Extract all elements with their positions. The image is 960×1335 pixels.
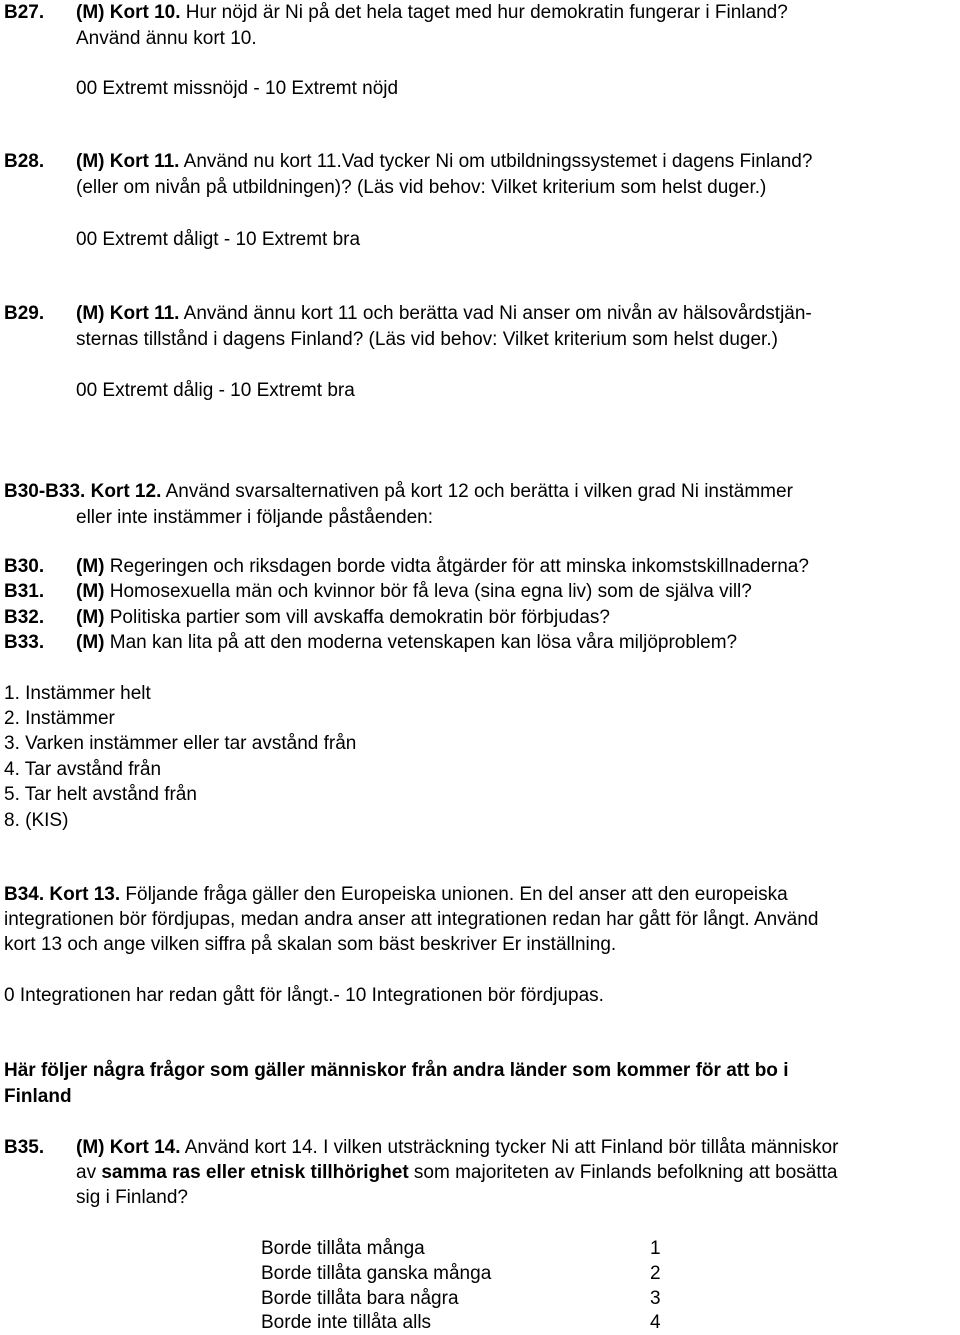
question-id: B30-B33. xyxy=(4,481,86,502)
question-lead: (M) Kort 10. xyxy=(76,2,181,23)
section-heading-line: Här följer några frågor som gäller människor från andra länder som kommer för att bo i xyxy=(4,1060,789,1081)
question-text: B34. Kort 13. Följande fråga gäller den Europeiska unionen. En del anser att den europeiska xyxy=(4,884,788,905)
answer-scale: 0 Integrationen har redan gått för långt.- 10 Integrationen bör fördjupas. xyxy=(4,985,604,1006)
option-code: 3 xyxy=(650,1288,661,1309)
question-id: B29. xyxy=(4,303,45,324)
option-code: 4 xyxy=(650,1312,661,1333)
statement-id: B30. xyxy=(4,556,45,577)
question-id: B28. xyxy=(4,151,45,172)
section-heading-line: Finland xyxy=(4,1086,72,1107)
question-text-line: kort 13 och ange vilken siffra på skalan som bäst beskriver Er inställning. xyxy=(4,934,617,955)
statement-text: (M) Politiska partier som vill avskaffa demokratin bör förbjudas? xyxy=(76,607,610,628)
statement-id: B31. xyxy=(4,581,45,602)
question-text: (M) Kort 14. Använd kort 14. I vilken utsträckning tycker Ni att Finland bör tillåta människor xyxy=(76,1137,839,1158)
question-text: (M) Kort 11. Använd ännu kort 11 och berätta vad Ni anser om nivån av hälsovårdstjän- xyxy=(76,303,812,324)
option-label: Borde tillåta bara några xyxy=(261,1288,459,1309)
question-text-line: eller inte instämmer i följande påståenden: xyxy=(76,507,433,528)
question-id: B35. xyxy=(4,1137,45,1158)
list-item: 2. Instämmer xyxy=(4,708,115,729)
question-text-line: sig i Finland? xyxy=(76,1187,188,1208)
statement-text: (M) Regeringen och riksdagen borde vidta åtgärder för att minska inkomstskillnaderna? xyxy=(76,556,809,577)
option-code: 2 xyxy=(650,1263,661,1284)
option-label: Borde inte tillåta alls xyxy=(261,1312,432,1333)
question-text-line: (eller om nivån på utbildningen)? (Läs vid behov: Vilket kriterium som helst duger.) xyxy=(76,177,767,198)
list-item: 1. Instämmer helt xyxy=(4,683,151,704)
list-item: 4. Tar avstånd från xyxy=(4,759,162,780)
emphasis: samma ras eller etnisk tillhörighet xyxy=(101,1162,409,1183)
option-label: Borde tillåta många xyxy=(261,1238,425,1259)
question-text-line: integrationen bör fördjupas, medan andra anser att integrationen redan har gått för långt. Använd xyxy=(4,909,819,930)
question-text-line: av samma ras eller etnisk tillhörighet som majoriteten av Finlands befolkning att bosätta xyxy=(76,1162,838,1183)
question-text: (M) Kort 11. Använd nu kort 11.Vad tycker Ni om utbildningssystemet i dagens Finland? xyxy=(76,151,813,172)
question-text: (M) Kort 10. Hur nöjd är Ni på det hela taget med hur demokratin fungerar i Finland? xyxy=(76,2,788,23)
statement-id: B33. xyxy=(4,632,45,653)
question-id: B27. xyxy=(4,2,45,23)
answer-scale: 00 Extremt dålig - 10 Extremt bra xyxy=(76,380,355,401)
question-lead: (M) Kort 14. xyxy=(76,1137,181,1158)
answer-scale: 00 Extremt missnöjd - 10 Extremt nöjd xyxy=(76,78,399,99)
list-item: 8. (KIS) xyxy=(4,810,69,831)
answer-scale: 00 Extremt dåligt - 10 Extremt bra xyxy=(76,229,361,250)
list-item: 5. Tar helt avstånd från xyxy=(4,784,197,805)
list-item: 3. Varken instämmer eller tar avstånd från xyxy=(4,733,357,754)
statement-text: (M) Homosexuella män och kvinnor bör få leva (sina egna liv) som de själva vill? xyxy=(76,581,752,602)
question-text: B30-B33. Kort 12. Använd svarsalternativen på kort 12 och berätta i vilken grad Ni instämmer xyxy=(4,481,793,502)
option-code: 1 xyxy=(650,1238,661,1259)
question-lead: (M) Kort 11. xyxy=(76,151,180,172)
question-text-line: Använd ännu kort 10. xyxy=(76,28,257,49)
statement-text: (M) Man kan lita på att den moderna vetenskapen kan lösa våra miljöproblem? xyxy=(76,632,738,653)
question-text-line: sternas tillstånd i dagens Finland? (Läs vid behov: Vilket kriterium som helst duger.) xyxy=(76,329,778,350)
statement-id: B32. xyxy=(4,607,45,628)
option-label: Borde tillåta ganska många xyxy=(261,1263,492,1284)
question-lead: B34. Kort 13. xyxy=(4,884,121,905)
question-lead: (M) Kort 11. xyxy=(76,303,180,324)
question-lead: Kort 12. xyxy=(85,481,162,502)
